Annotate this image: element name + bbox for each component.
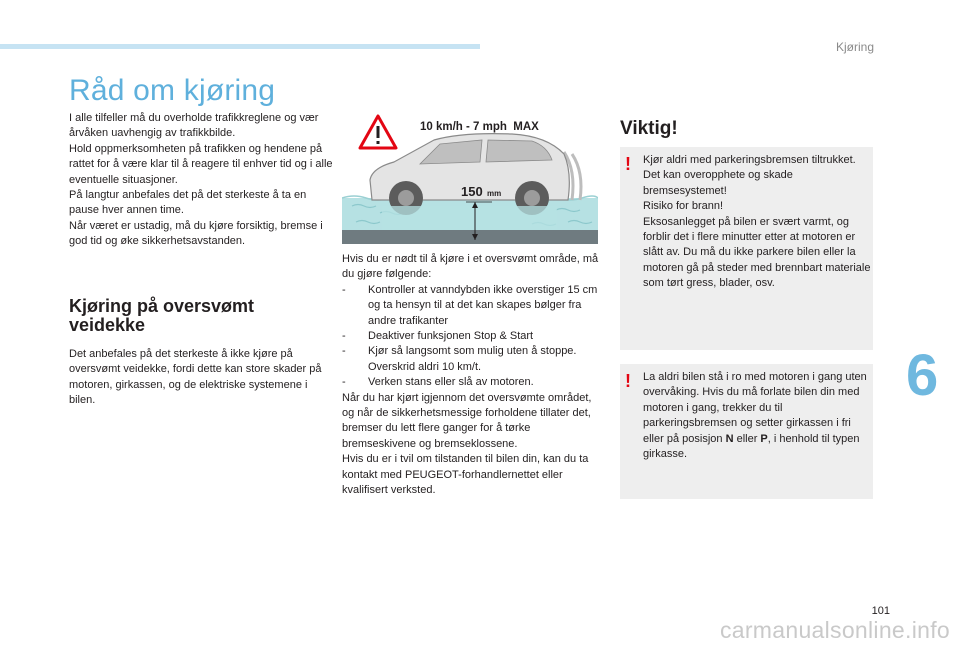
- warning-text: Kjør aldri med parkeringsbremsen tiltrukket. Det kan overopphete og skade bremsesystemet! Risiko for brann! Eksosanlegget på bilen er svært varmt, og forblir det i flere minutter etter at motoren er slått av. Du må du ikke parkere bilen eller la motoren gå på steder med brennbart materiale som tørt gress, blader, osv.: [643, 154, 871, 290]
- section-text: Det anbefales på det sterkeste å ikke kjøre på oversvømt veidekke, fordi dette kan store skader på motoren, girkassen, og de elektriske systemene i bilen.: [69, 348, 322, 407]
- page-title: Råd om kjøring: [69, 74, 276, 107]
- depth-value: 150: [461, 184, 483, 199]
- list-item: - Verken stans eller slå av motoren.: [342, 376, 534, 389]
- intro-text: I alle tilfeller må du overholde trafikkreglene og vær årvåken uavhengig av trafikkbilde. Hold oppmerksomheten på trafikken og hendene på rattet for å være klar til å reagere til enhver tid og i alle eventuelle situasjoner. På langtur anbefales det på det sterkeste å ta en pause hver annen time. Når været er ustadig, må du kjøre forsiktig, bremse i god tid og øke sikkerhetsavstanden.: [69, 112, 333, 248]
- warning-box-engine-running: [620, 364, 873, 499]
- depth-unit: mm: [487, 189, 502, 198]
- page-number: 101: [871, 605, 890, 617]
- chapter-tab[interactable]: [906, 337, 960, 415]
- flood-outro: Når du har kjørt igjennom det oversvømte området, og når de sikkerhetsmessige forholdene tillater det, bremser du lett flere ganger for å tørke bremseskivene og bremseklossene. Hvis du er i tvil om tilstanden til bilen din, kan du ta kontakt med PEUGEOT-forhandlernettet eller kvalifisert verksted.: [342, 391, 592, 497]
- section-heading: Kjøring på oversvømt veidekke: [69, 296, 255, 335]
- road-surface: [342, 230, 598, 244]
- warning-box-parking-brake: [620, 147, 873, 350]
- list-item: - Deaktiver funksjonen Stop & Start: [342, 330, 534, 343]
- flood-intro: Hvis du er nødt til å kjøre i et oversvømt område, må du gjøre følgende:: [342, 253, 599, 281]
- important-heading: Viktig!: [620, 118, 678, 139]
- chapter-name: Kjøring: [835, 40, 874, 54]
- speed-limit-label: 10 km/h - 7 mph MAX: [420, 121, 539, 133]
- warning-text: La aldri bilen stå i ro med motoren i gang uten overvåking. Hvis du må forlate bilen din med motoren i gang, trekker du til parkeringsbremsen og setter girkassen i fri eller på posisjon N eller P, i henhold til typen girkasse.: [643, 371, 867, 461]
- list-item: - Kjør så langsomt som mulig uten å stoppe. Overskrid aldri 10 km/t.: [342, 345, 577, 373]
- list-item: - Kontroller at vanndybden ikke overstiger 15 cm og ta hensyn til at det kan skapes bølger fra andre trafikanter: [342, 283, 598, 327]
- header-accent-bar: [0, 44, 480, 49]
- flooded-road-illustration: [342, 110, 598, 244]
- flood-instructions: [342, 252, 604, 499]
- chapter-number: 6: [906, 343, 939, 408]
- watermark: carmanualsonline.info: [719, 617, 950, 643]
- exclamation-icon: !: [625, 154, 631, 174]
- exclamation-icon: !: [625, 371, 631, 391]
